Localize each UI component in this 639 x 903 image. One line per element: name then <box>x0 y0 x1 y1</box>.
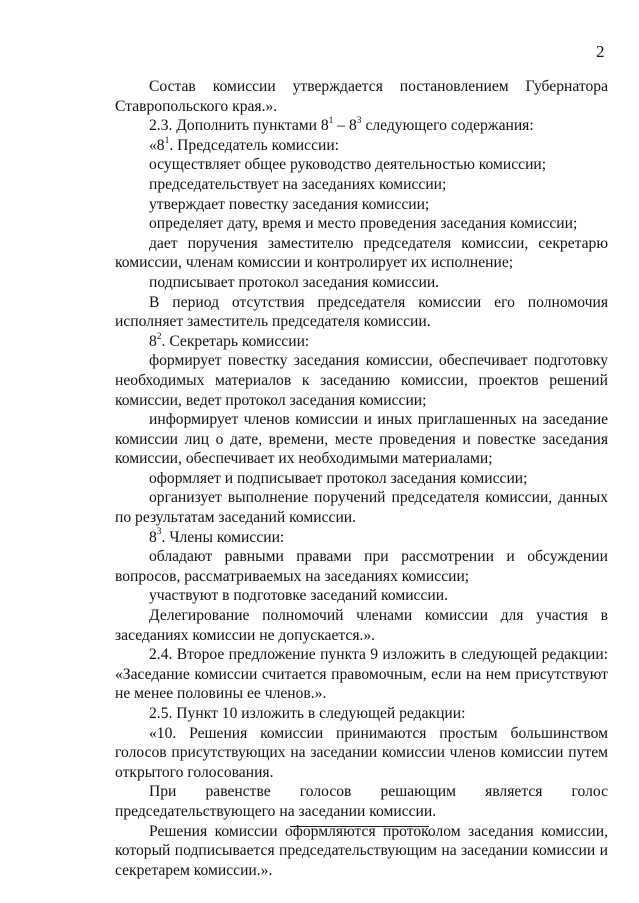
paragraph-delegation: Делегирование полномочий членами комиссии для участия в заседаниях комиссии не допускается.». <box>115 607 608 644</box>
paragraph-2-4: 2.4. Второе предложение пункта 9 изложить в следующей редакции: «Заседание комиссии считается правомочным, если на нем присутствуют не менее половины ее членов.». <box>115 646 608 703</box>
paragraph-minutes: Решения комиссии оформляются протоколом заседания комиссии, который подписывается председательствующим на заседании комиссии и секретарем комиссии.». <box>115 822 608 879</box>
paragraph-chairman-duty-2: председательствует на заседаниях комиссии; <box>149 175 447 193</box>
paragraph-tie-vote: При равенстве голосов решающим является голос председательствующего на заседании комиссии. <box>115 783 608 820</box>
paragraph-2-5: 2.5. Пункт 10 изложить в следующей редакции: <box>149 705 466 722</box>
heading-chairman-text-a: «8 <box>149 136 165 154</box>
heading-secretary-superscript: 2 <box>156 331 162 342</box>
heading-secretary-text-a: 8 <box>149 332 157 350</box>
paragraph-chairman-absence: В период отсутствия председателя комиссии его полномочия исполняет заместитель председателя комиссии. <box>115 293 608 331</box>
paragraph-2-3 <box>115 116 608 136</box>
heading-members-text-b: . Члены комиссии: <box>161 528 285 546</box>
heading-members-text-a: 8 <box>149 528 157 546</box>
paragraph-members-right-1: обладают равными правами при рассмотрении и обсуждении вопросов, рассматриваемых на заседаниях комиссии; <box>115 548 608 585</box>
paragraph-chairman-duty-3: утверждает повестку заседания комиссии; <box>149 195 430 213</box>
paragraph-2-3-text-a: 2.3. Дополнить пунктами 8 <box>149 117 329 135</box>
paragraph-secretary-duty-3: оформляет и подписывает протокол заседания комиссии; <box>149 469 528 487</box>
paragraph-2-3-text-c: следующего содержания: <box>361 117 534 135</box>
heading-chairman-text-b: . Председатель комиссии: <box>169 136 340 154</box>
heading-secretary-text-b: . Секретарь комиссии: <box>161 332 310 350</box>
paragraph-chairman-duty-1: осуществляет общее руководство деятельностью комиссии; <box>149 156 547 174</box>
separator-line <box>290 826 429 827</box>
superscript-1: 1 <box>328 116 334 126</box>
paragraph-decisions: «10. Решения комиссии принимаются простым большинством голосов присутствующих на заседании комиссии членов комиссии путем открытого голосования. <box>115 724 608 781</box>
heading-members <box>115 528 608 548</box>
paragraph-secretary-duty-1: формирует повестку заседания комиссии, обеспечивает подготовку необходимых материалов к заседанию комиссии, проектов решений комиссии, ведет протокол заседания комиссии; <box>115 352 608 409</box>
paragraph-2-3-text-b: – 8 <box>333 117 357 135</box>
heading-chairman <box>115 136 608 156</box>
paragraph-members-right-2: участвуют в подготовке заседаний комиссии. <box>149 587 448 605</box>
paragraph-chairman-duty-4: определяет дату, время и место проведения заседания комиссии; <box>149 215 578 233</box>
heading-chairman-superscript: 1 <box>164 135 170 146</box>
superscript-3: 3 <box>356 116 362 126</box>
paragraph-composition: Состав комиссии утверждается постановлением Губернатора Ставропольского края.». <box>115 78 608 115</box>
heading-members-superscript: 3 <box>156 527 162 538</box>
paragraph-chairman-duty-6: подписывает протокол заседания комиссии. <box>149 273 440 291</box>
paragraph-secretary-duty-2: информирует членов комиссии и иных приглашенных на заседание комиссии лиц о дате, времени, месте проведения и повестке заседания комиссии, обеспечивает их необходимыми материалами; <box>115 411 608 468</box>
page-number: 2 <box>596 42 605 61</box>
document-body <box>115 77 608 880</box>
paragraph-chairman-duty-5: дает поручения заместителю председателя комиссии, секретарю комиссии, членам комиссии и контролирует их исполнение; <box>115 234 608 272</box>
heading-secretary <box>115 332 608 352</box>
paragraph-secretary-duty-4: организует выполнение поручений председателя комиссии, данных по результатам заседаний комиссии. <box>115 489 608 527</box>
